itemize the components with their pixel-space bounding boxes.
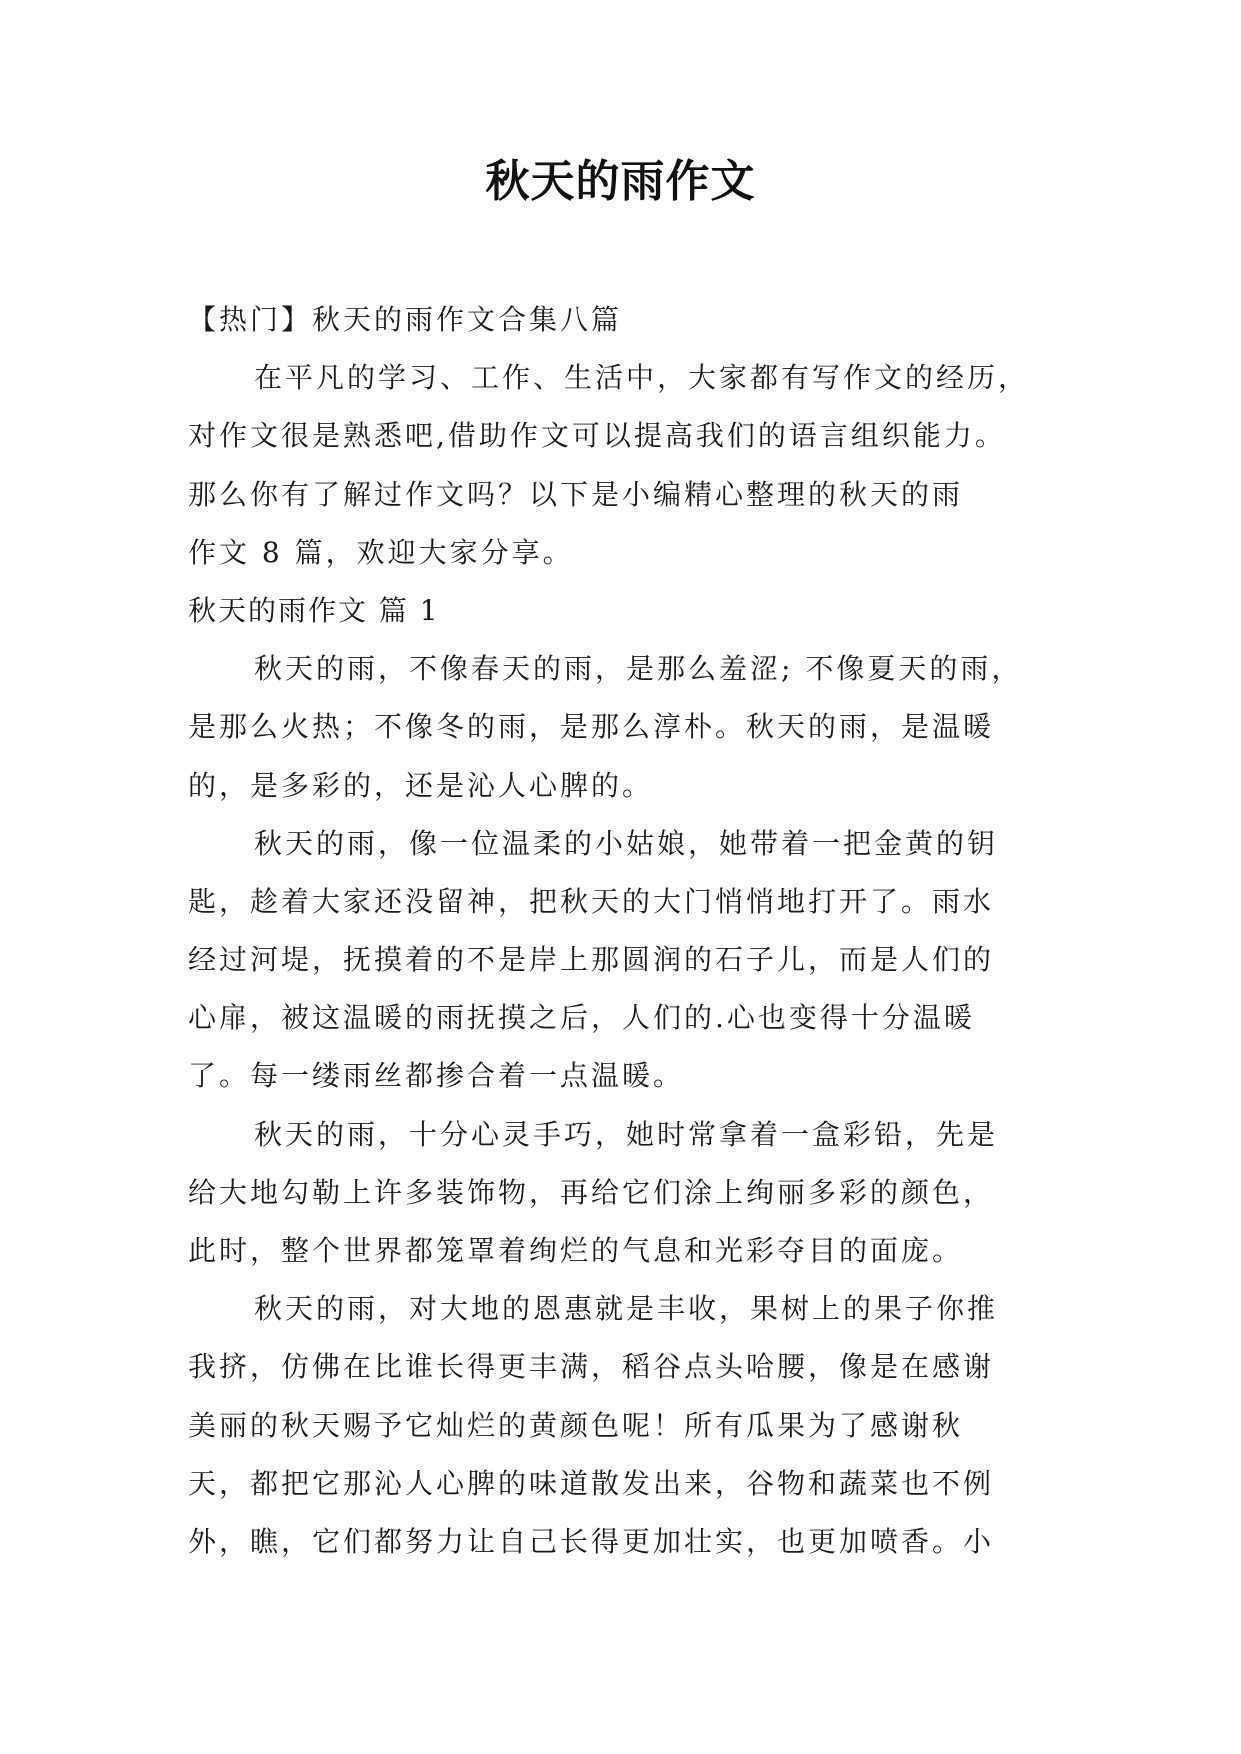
paragraph-line: 经过河堤，抚摸着的不是岸上那圆润的石子儿，而是人们的 [188,943,995,977]
paragraph-line: 天，都把它那沁人心脾的味道散发出来，谷物和蔬菜也不例 [188,1466,995,1500]
paragraph-line: 了。每一缕雨丝都掺合着一点温暖。 [188,1059,685,1093]
paragraph-line: 秋天的雨，不像春天的雨，是那么羞涩; 不像夏天的雨， [254,652,1023,686]
paragraph-line: 心扉，被这温暖的雨抚摸之后，人们的.心也变得十分温暖 [188,1001,975,1035]
paragraph-line: 秋天的雨，对大地的恩惠就是丰收，果树上的果子你推 [254,1292,999,1326]
paragraph-line: 秋天的雨，十分心灵手巧，她时常拿着一盒彩铅，先是 [254,1117,999,1151]
paragraph-line: 秋天的雨，像一位温柔的小姑娘，她带着一把金黄的钥 [254,826,999,860]
paragraph-line: 给大地勾勒上许多装饰物，再给它们涂上绚丽多彩的颜色， [188,1175,995,1209]
essay-heading: 秋天的雨作文 篇 1 [188,593,440,627]
document-title: 秋天的雨作文 [485,156,756,207]
paragraph-line: 匙，趁着大家还没留神，把秋天的大门悄悄地打开了。雨水 [188,884,995,918]
collection-heading: 【热门】秋天的雨作文合集八篇 [188,303,623,336]
paragraph-line: 是那么火热；不像冬的雨，是那么淳朴。秋天的雨，是温暖 [188,710,995,744]
intro-paragraph-line: 对作文很是熟悉吧,借助作文可以提高我们的语言组织能力。 [188,419,1006,453]
document-body [188,291,1054,1571]
paragraph-line: 我挤，仿佛在比谁长得更丰满，稻谷点头哈腰，像是在感谢 [188,1350,995,1384]
paragraph-line: 的，是多彩的，还是沁人心脾的。 [188,768,654,802]
intro-paragraph-line: 在平凡的学习、工作、生活中，大家都有写作文的经历， [254,361,1030,395]
intro-paragraph-line: 作文 8 篇，欢迎大家分享。 [188,535,574,569]
paragraph-line: 外，瞧，它们都努力让自己长得更加壮实，也更加喷香。小 [188,1524,995,1558]
paragraph-line: 此时，整个世界都笼罩着绚烂的气息和光彩夺目的面庞。 [188,1234,964,1267]
paragraph-line: 美丽的秋天赐予它灿烂的黄颜色呢！所有瓜果为了感谢秋 [188,1408,964,1442]
intro-paragraph-line: 那么你有了解过作文吗？以下是小编精心整理的秋天的雨 [188,477,964,511]
